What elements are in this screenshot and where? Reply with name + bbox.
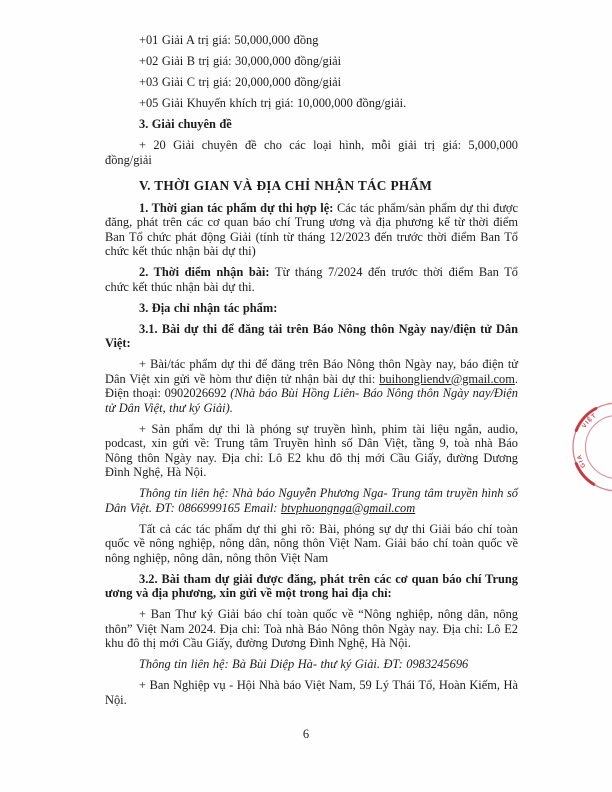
para-email-submission	[105, 357, 518, 415]
stamp-bottom-arc	[576, 464, 594, 485]
para-1-valid-time	[105, 201, 518, 259]
stamp-inner-ring	[586, 416, 612, 479]
text-segment: + 20 Giải chuyên đề cho các loại hình, mỗi giải trị giá: 5,000,000 đồng/giải	[105, 138, 518, 167]
para-2-receive-time	[105, 265, 518, 294]
prize-a-line	[105, 33, 518, 48]
text-segment: 2. Thời điểm nhận bài:	[139, 265, 276, 279]
text-segment: 1. Thời gian tác phẩm dự thi hợp lệ:	[139, 200, 337, 215]
text-segment: +01 Giải A trị giá: 50,000,000 đồng	[139, 33, 319, 47]
text-segment: Các tác phẩm/sản phẩm dự thi được đăng, phát trên các cơ quan báo chí Trung ương và địa phương kể từ thời điểm Ban Tổ chức phát động Giải (tính từ tháng 12/2023 đến trước thời điểm Ban Tổ chức kết thúc nhận bài dự thi)	[105, 200, 518, 258]
text-segment: V. THỜI GIAN VÀ ĐỊA CHỈ NHẬN TÁC PHẨM	[139, 178, 432, 193]
text-segment: + Ban Nghiệp vụ - Hội Nhà báo Việt Nam, 59 Lý Thái Tổ, Hoàn Kiếm, Hà Nội.	[105, 678, 518, 707]
document-body	[105, 33, 518, 707]
text-segment: 3. Địa chỉ nhận tác phẩm:	[139, 300, 278, 315]
text-segment: + Bài/tác phẩm dự thi để đăng trên Báo Nông thôn Ngày nay, báo điện tử Dân Việt xin gửi về hòm thư điện tử nhận bài dự thi:	[105, 357, 518, 386]
stamp-text-lower: GIA	[576, 453, 588, 469]
email-btvphuongnga: btvphuongnga@gmail.com	[280, 500, 416, 515]
para-contact-ha	[105, 657, 518, 672]
para-secretariat-address	[105, 607, 518, 651]
text-segment: Từ tháng 7/2024 đến trước thời điểm Ban Tổ chức kết thúc nhận bài dự thi.	[105, 265, 518, 294]
page-number: 6	[302, 727, 310, 741]
red-stamp	[548, 390, 612, 502]
text-segment: + Sản phẩm dự thi là phóng sự truyền hình, phim tài liệu ngắn, audio, podcast, xin gửi về: Trung tâm Truyền hình số Dân Việt, tầng 9, toà nhà Báo Nông thôn Ngày nay. Địa chỉ: Lô E2 khu đô thị mới Cầu Giấy, đường Dương Đình Nghệ, Hà Nội.	[105, 421, 518, 479]
section-3-heading	[105, 117, 518, 132]
text-segment: +03 Giải C trị giá: 20,000,000 đồng/giải	[139, 75, 342, 89]
special-prize-line	[105, 138, 518, 167]
stamp-text-upper: VIỆT	[581, 412, 599, 430]
text-segment: +02 Giải B trị giá: 30,000,000 đồng/giải	[139, 54, 342, 68]
para-professional-board	[105, 678, 518, 707]
para-label-note	[105, 522, 518, 566]
para-tv-submission	[105, 422, 518, 480]
prize-b-line	[105, 54, 518, 69]
para-contact-nga	[105, 486, 518, 515]
email-buihonglien: buihongliendv@gmail.com	[379, 371, 515, 386]
text-segment: + Ban Thư ký Giải báo chí toàn quốc về “Nông nghiệp, nông dân, nông thôn” Việt Nam 2024. Địa chỉ: Toà nhà Báo Nông thôn Ngày nay. Địa chỉ: Lô E2 khu đô thị mới Cầu Giấy, đường Dương Đình Nghệ, Hà Nội.	[105, 607, 518, 650]
para-3-1-heading	[105, 322, 518, 351]
prize-c-line	[105, 75, 518, 90]
text-segment: Thông tin liên hệ: Nhà báo Nguyễn Phương Nga- Trung tâm truyền hình số Dân Việt. ĐT: 0866999165 Email:	[105, 486, 518, 515]
stamp-outer-ring	[573, 403, 612, 491]
text-segment: 3.2. Bài tham dự giải được đăng, phát trên các cơ quan báo chí Trung ương và địa phương, xin gửi về một trong hai địa chỉ:	[105, 571, 518, 600]
text-segment: Thông tin liên hệ: Bà Bùi Diệp Hà- thư ký Giải. ĐT: 0983245696	[139, 657, 469, 671]
section-v-heading	[105, 177, 518, 194]
para-3-2-heading	[105, 572, 518, 601]
text-segment: 3.1. Bài dự thi để đăng tải trên Báo Nông thôn Ngày nay/điện tử Dân Việt:	[105, 321, 518, 350]
text-segment: . Điện thoại: 0902026692	[105, 371, 518, 400]
stamp-top-arc	[576, 408, 599, 430]
text-segment: Tất cả các tác phẩm dự thi ghi rõ: Bài, phóng sự dự thi Giải báo chí toàn quốc về nông nghiệp, nông dân, nông thôn Việt Nam. Giải báo chí toàn quốc về nông nghiệp, nông dân, nông thôn Việt Nam	[105, 521, 518, 565]
text-segment: (Nhà báo Bùi Hồng Liên- Báo Nông thôn Ngày nay/Điện tử Dân Việt, thư ký Giải).	[105, 386, 519, 415]
text-segment: 3. Giải chuyên đề	[139, 117, 232, 131]
para-3-address-heading	[105, 301, 518, 316]
text-segment: +05 Giải Khuyến khích trị giá: 10,000,000 đồng/giải.	[139, 96, 407, 110]
prize-consolation-line	[105, 96, 518, 111]
